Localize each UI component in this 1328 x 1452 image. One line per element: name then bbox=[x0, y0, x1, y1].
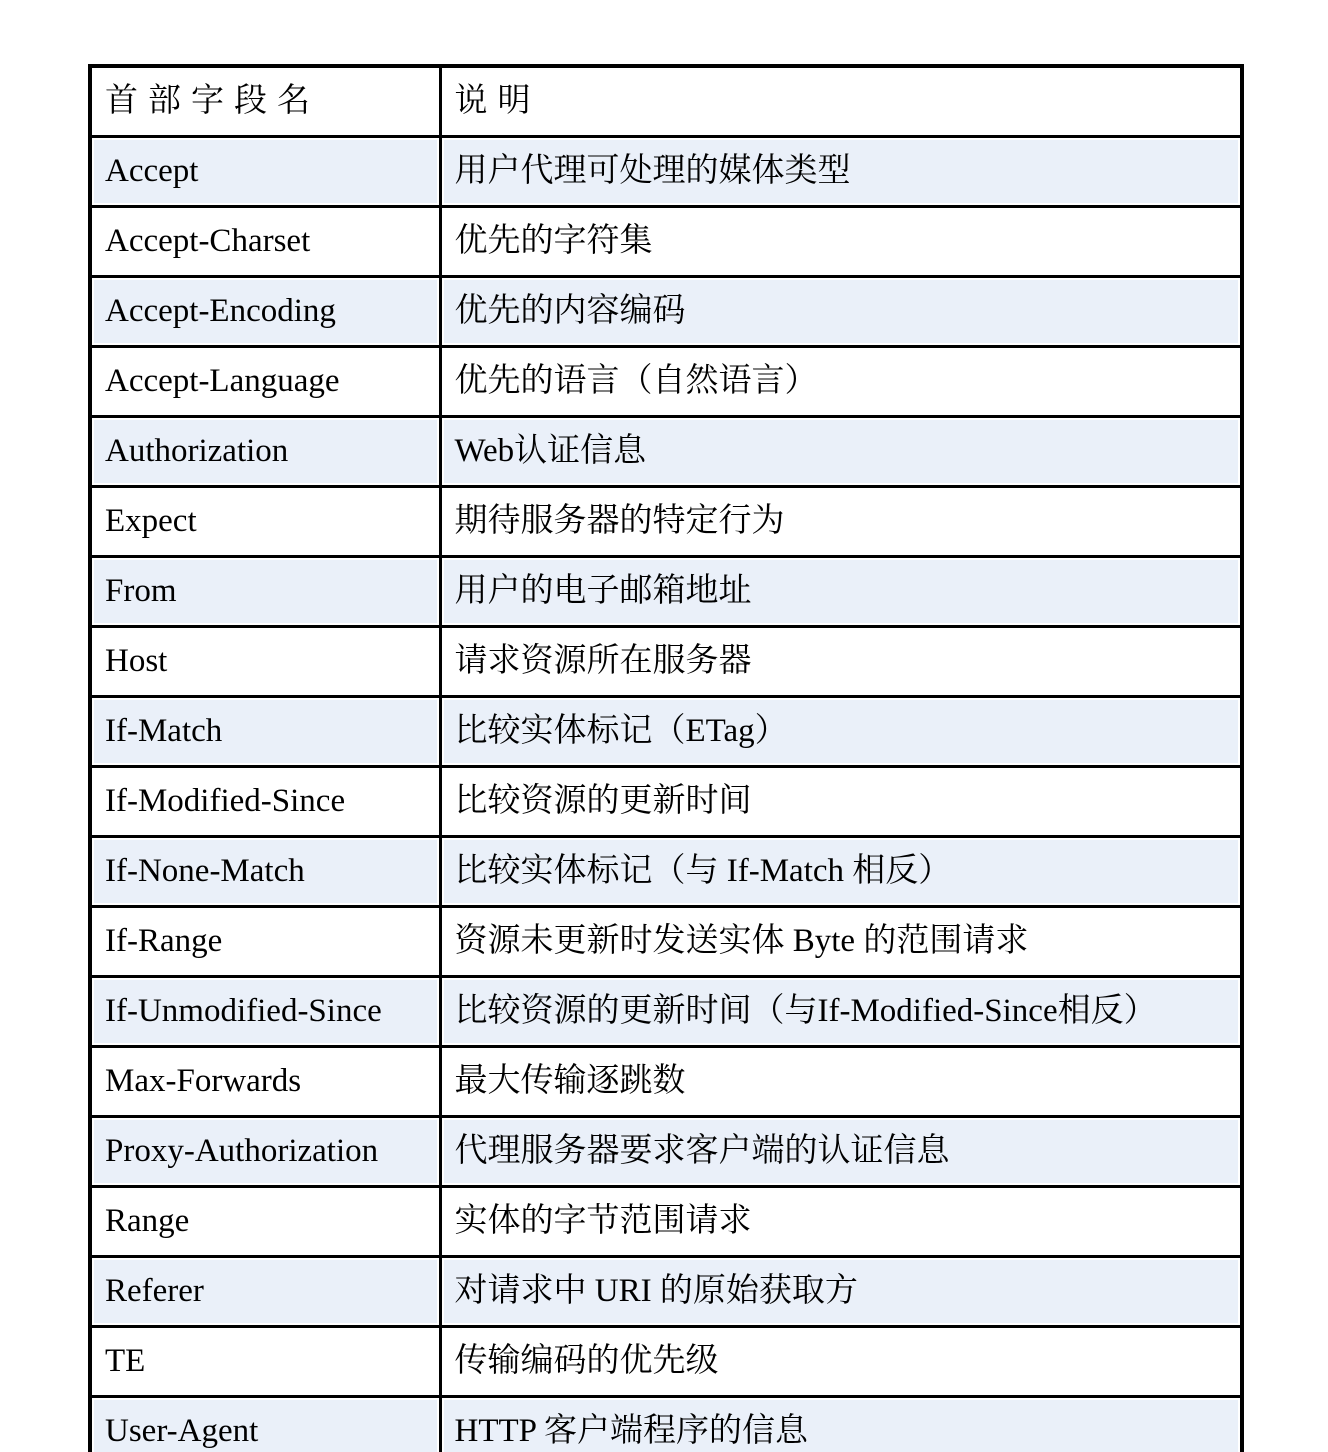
description-cell: 代理服务器要求客户端的认证信息 bbox=[440, 1117, 1242, 1187]
table-row bbox=[90, 1047, 1242, 1117]
description-cell: 资源未更新时发送实体 Byte 的范围请求 bbox=[440, 907, 1242, 977]
header-field-cell: If-Modified-Since bbox=[90, 767, 440, 837]
description-cell: 对请求中 URI 的原始获取方 bbox=[440, 1257, 1242, 1327]
column-header-description: 说明 bbox=[440, 66, 1242, 137]
description-cell: 实体的字节范围请求 bbox=[440, 1187, 1242, 1257]
column-header-field: 首部字段名 bbox=[90, 66, 440, 137]
http-request-headers-table bbox=[88, 64, 1244, 1452]
description-cell: 比较实体标记（ETag） bbox=[440, 697, 1242, 767]
table-row bbox=[90, 557, 1242, 627]
table-header-row bbox=[90, 66, 1242, 137]
table-row bbox=[90, 137, 1242, 207]
table-row bbox=[90, 207, 1242, 277]
table-row bbox=[90, 1257, 1242, 1327]
description-cell: 比较资源的更新时间 bbox=[440, 767, 1242, 837]
header-field-cell: Host bbox=[90, 627, 440, 697]
header-field-cell: Max-Forwards bbox=[90, 1047, 440, 1117]
description-cell: 优先的字符集 bbox=[440, 207, 1242, 277]
header-field-cell: Accept-Charset bbox=[90, 207, 440, 277]
description-cell: 传输编码的优先级 bbox=[440, 1327, 1242, 1397]
header-field-cell: From bbox=[90, 557, 440, 627]
header-field-cell: If-Unmodified-Since bbox=[90, 977, 440, 1047]
description-cell: 优先的内容编码 bbox=[440, 277, 1242, 347]
table-row bbox=[90, 837, 1242, 907]
table-row bbox=[90, 767, 1242, 837]
table-row bbox=[90, 1117, 1242, 1187]
header-field-cell: Authorization bbox=[90, 417, 440, 487]
table-row bbox=[90, 487, 1242, 557]
description-cell: 优先的语言（自然语言） bbox=[440, 347, 1242, 417]
header-field-cell: Referer bbox=[90, 1257, 440, 1327]
description-cell: 比较资源的更新时间（与If-Modified-Since相反） bbox=[440, 977, 1242, 1047]
table-row bbox=[90, 627, 1242, 697]
description-cell: 比较实体标记（与 If-Match 相反） bbox=[440, 837, 1242, 907]
header-field-cell: If-None-Match bbox=[90, 837, 440, 907]
header-field-cell: TE bbox=[90, 1327, 440, 1397]
description-cell: 用户的电子邮箱地址 bbox=[440, 557, 1242, 627]
header-field-cell: Range bbox=[90, 1187, 440, 1257]
table-row bbox=[90, 1327, 1242, 1397]
table-row bbox=[90, 277, 1242, 347]
header-field-cell: Accept-Encoding bbox=[90, 277, 440, 347]
description-cell: 期待服务器的特定行为 bbox=[440, 487, 1242, 557]
header-field-cell: If-Range bbox=[90, 907, 440, 977]
table-row bbox=[90, 1397, 1242, 1452]
header-field-cell: User-Agent bbox=[90, 1397, 440, 1452]
table-row bbox=[90, 907, 1242, 977]
table-row bbox=[90, 1187, 1242, 1257]
table-row bbox=[90, 977, 1242, 1047]
table-row bbox=[90, 697, 1242, 767]
header-field-cell: Proxy-Authorization bbox=[90, 1117, 440, 1187]
table-row bbox=[90, 347, 1242, 417]
description-cell: HTTP 客户端程序的信息 bbox=[440, 1397, 1242, 1452]
table-row bbox=[90, 417, 1242, 487]
description-cell: 用户代理可处理的媒体类型 bbox=[440, 137, 1242, 207]
header-field-cell: Accept bbox=[90, 137, 440, 207]
header-field-cell: If-Match bbox=[90, 697, 440, 767]
description-cell: 请求资源所在服务器 bbox=[440, 627, 1242, 697]
header-field-cell: Accept-Language bbox=[90, 347, 440, 417]
header-field-cell: Expect bbox=[90, 487, 440, 557]
description-cell: 最大传输逐跳数 bbox=[440, 1047, 1242, 1117]
description-cell: Web认证信息 bbox=[440, 417, 1242, 487]
